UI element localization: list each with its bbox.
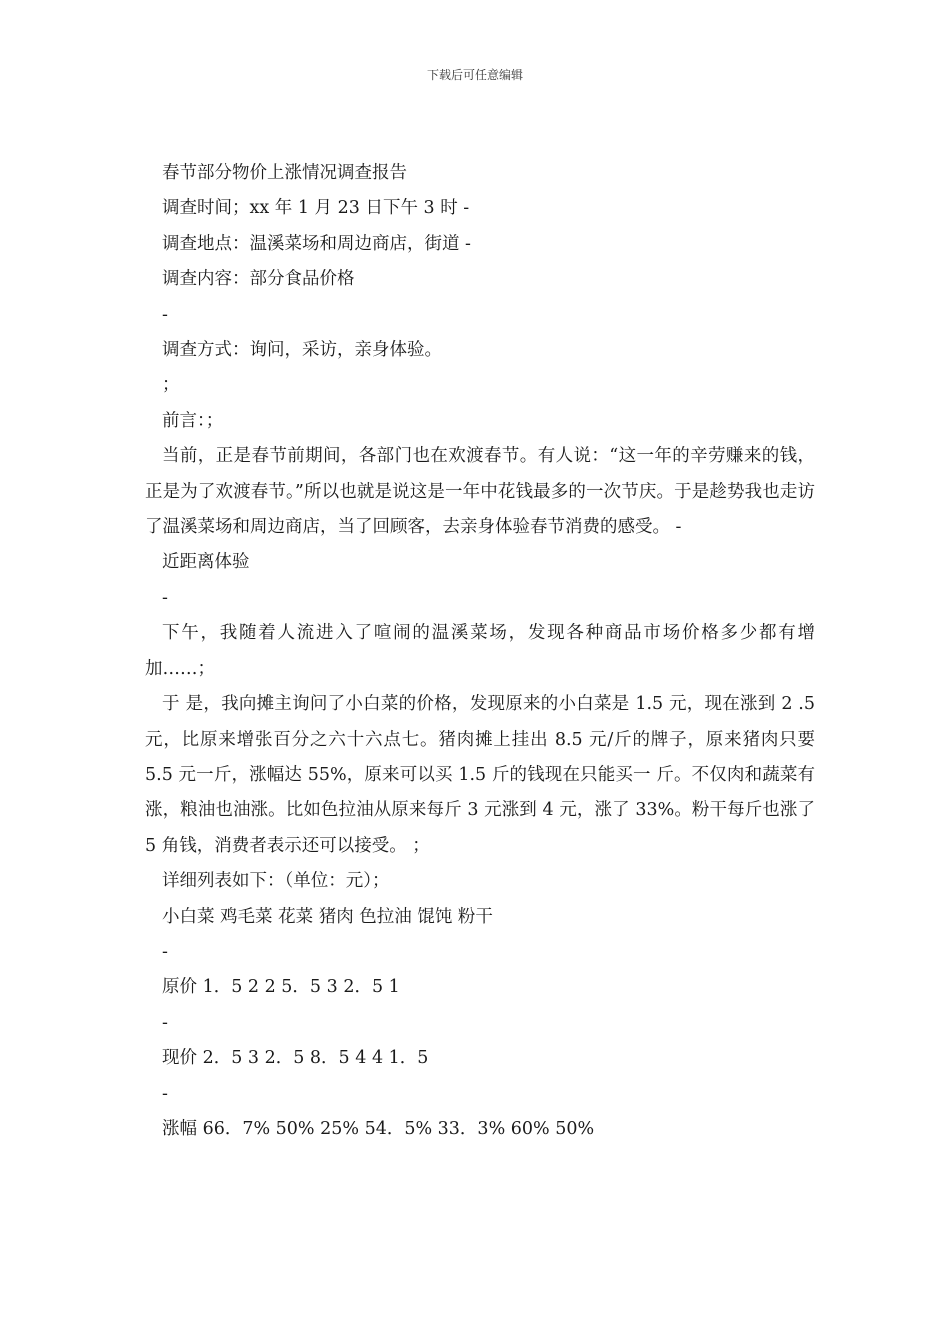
semicolon-line: ； [162,375,180,396]
price-paragraph: 于 是，我向摊主询问了小白菜的价格，发现原来的小白菜是 1.5 元，现在涨到 2 .5 元，比原来增张百分之六十六点七。猪肉摊上挂出 8.5 元/斤的牌子，原来猪肉只要 5.5 元一斤，涨幅达 55%，原来可以买 1.5 斤的钱现在只能买一 斤。不仅肉和蔬菜有涨，粮油也油涨。比如色拉油从原来每斤 3 元涨到 4 元，涨了 33%。粉干每斤也涨了 5 角钱，消费者表示还可以接受。 ； [145,694,821,856]
separator-dash: - [162,1083,168,1104]
survey-method: 调查方式：询问，采访，亲身体验。 [162,340,442,361]
increase-line: 涨幅 66．7% 50% 25% 54．5% 33．3% 60% 50% [162,1118,595,1139]
current-price-line: 现价 2．5 3 2．5 8．5 4 4 1．5 [162,1048,429,1069]
survey-time: 调查时间；xx 年 1 月 23 日下午 3 时 - [162,198,470,219]
separator-dash: - [162,1012,168,1033]
original-price-line: 原价 1．5 2 2 5．5 3 2．5 1 [162,977,400,998]
section-heading: 近距离体验 [162,552,250,573]
items-line: 小白菜 鸡毛菜 花菜 猪肉 色拉油 馄饨 粉干 [162,906,493,927]
header-note: 下载后可任意编辑 [426,68,523,82]
survey-content: 调查内容：部分食品价格 [162,269,355,290]
survey-place: 调查地点：温溪菜场和周边商店，街道 - [162,233,471,254]
document-body [145,156,821,1147]
separator-dash: - [162,941,168,962]
document-title: 春节部分物价上涨情况调查报告 [162,163,407,183]
intro-paragraph: 当前，正是春节前期间，各部门也在欢渡春节。有人说：“这一年的辛劳赚来的钱，正是为了欢渡春节。”所以也就是说这是一年中花钱最多的一次节庆。于是趁势我也走访了温溪菜场和周边商店，当了回顾客，去亲身体验春节消费的感受。 - [145,446,815,538]
preface-heading: 前言：； [162,410,224,431]
separator-dash: - [162,587,168,608]
market-paragraph: 下午，我随着人流进入了喧闹的温溪菜场，发现各种商品市场价格多少都有增加……； [145,623,815,679]
list-intro: 详细列表如下：（单位：元）； [162,871,390,892]
separator-dash: - [162,304,168,325]
